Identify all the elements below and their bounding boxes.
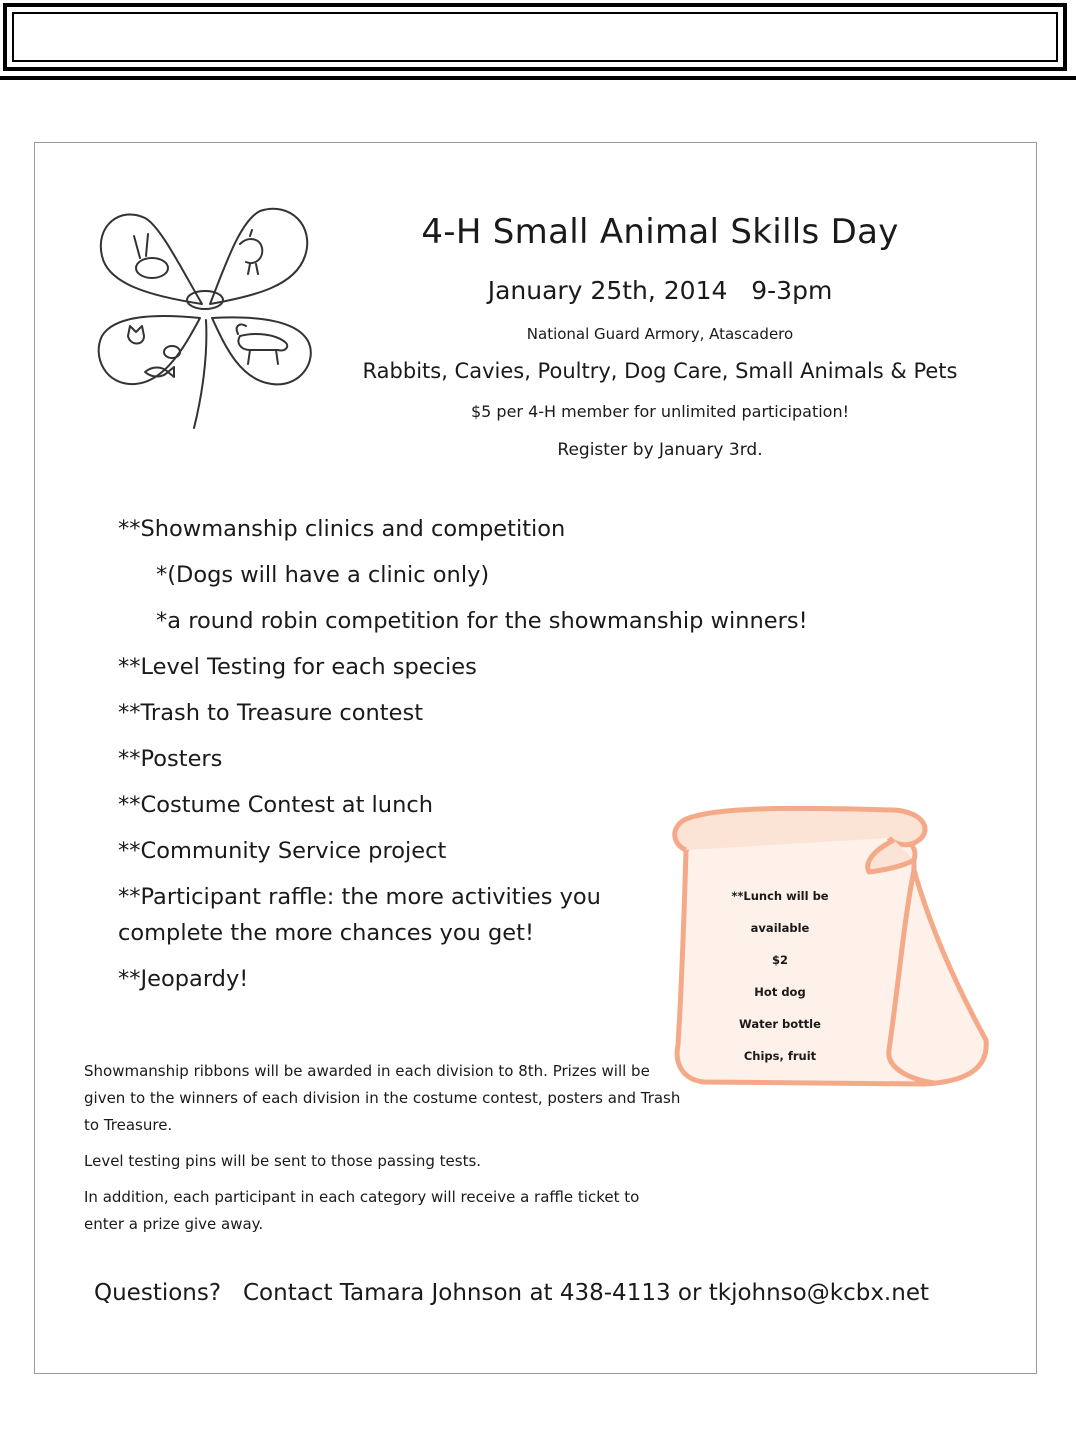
event-date-time: January 25th, 2014 9-3pm — [487, 276, 833, 305]
header-rule — [0, 76, 1076, 80]
lunch-line: Water bottle — [739, 1017, 821, 1031]
lunch-line: Chips, fruit — [743, 1049, 817, 1063]
lunch-price: $2 — [771, 953, 788, 967]
activity-subitem: *(Dogs will have a clinic only) — [156, 562, 490, 588]
activity-item: **Posters — [118, 746, 223, 772]
note-paragraph: Showmanship ribbons will be awarded in each division to 8th. Prizes will be given to the winners of each division in the costume contest, posters and Trash to Treasure. — [84, 1062, 681, 1134]
animal-categories: Rabbits, Cavies, Poultry, Dog Care, Small Animals & Pets — [362, 359, 958, 383]
lunch-line: **Lunch will be — [731, 889, 829, 903]
activity-subitem: *a round robin competition for the showmanship winners! — [156, 608, 808, 634]
activity-item: **Jeopardy! — [118, 966, 249, 992]
activity-item: **Showmanship clinics and competition — [118, 516, 566, 542]
flyer-title: 4-H Small Animal Skills Day — [421, 212, 899, 252]
activity-item: **Level Testing for each species — [118, 654, 477, 680]
note-paragraph: In addition, each participant in each category will receive a raffle ticket to enter a prize give away. — [84, 1188, 640, 1233]
clover-logo-icon — [90, 196, 320, 432]
activity-item: **Community Service project — [118, 838, 447, 864]
registration-deadline: Register by January 3rd. — [557, 440, 763, 460]
header-box — [3, 3, 1067, 71]
activity-item: **Participant raffle: the more activities you complete the more chances you get! — [118, 884, 601, 946]
award-notes — [84, 1058, 684, 1247]
participation-fee: $5 per 4-H member for unlimited participation! — [470, 402, 850, 421]
contact-line: Questions? Contact Tamara Johnson at 438-4113 or tkjohnso@kcbx.net — [94, 1280, 929, 1306]
activity-item: **Costume Contest at lunch — [118, 792, 433, 818]
lunch-line: Hot dog — [754, 985, 806, 999]
event-venue: National Guard Armory, Atascadero — [526, 325, 794, 343]
activity-item: **Trash to Treasure contest — [118, 700, 424, 726]
lunch-info — [700, 880, 860, 1072]
note-paragraph: Level testing pins will be sent to those passing tests. — [84, 1152, 482, 1170]
lunch-line: available — [750, 921, 810, 935]
